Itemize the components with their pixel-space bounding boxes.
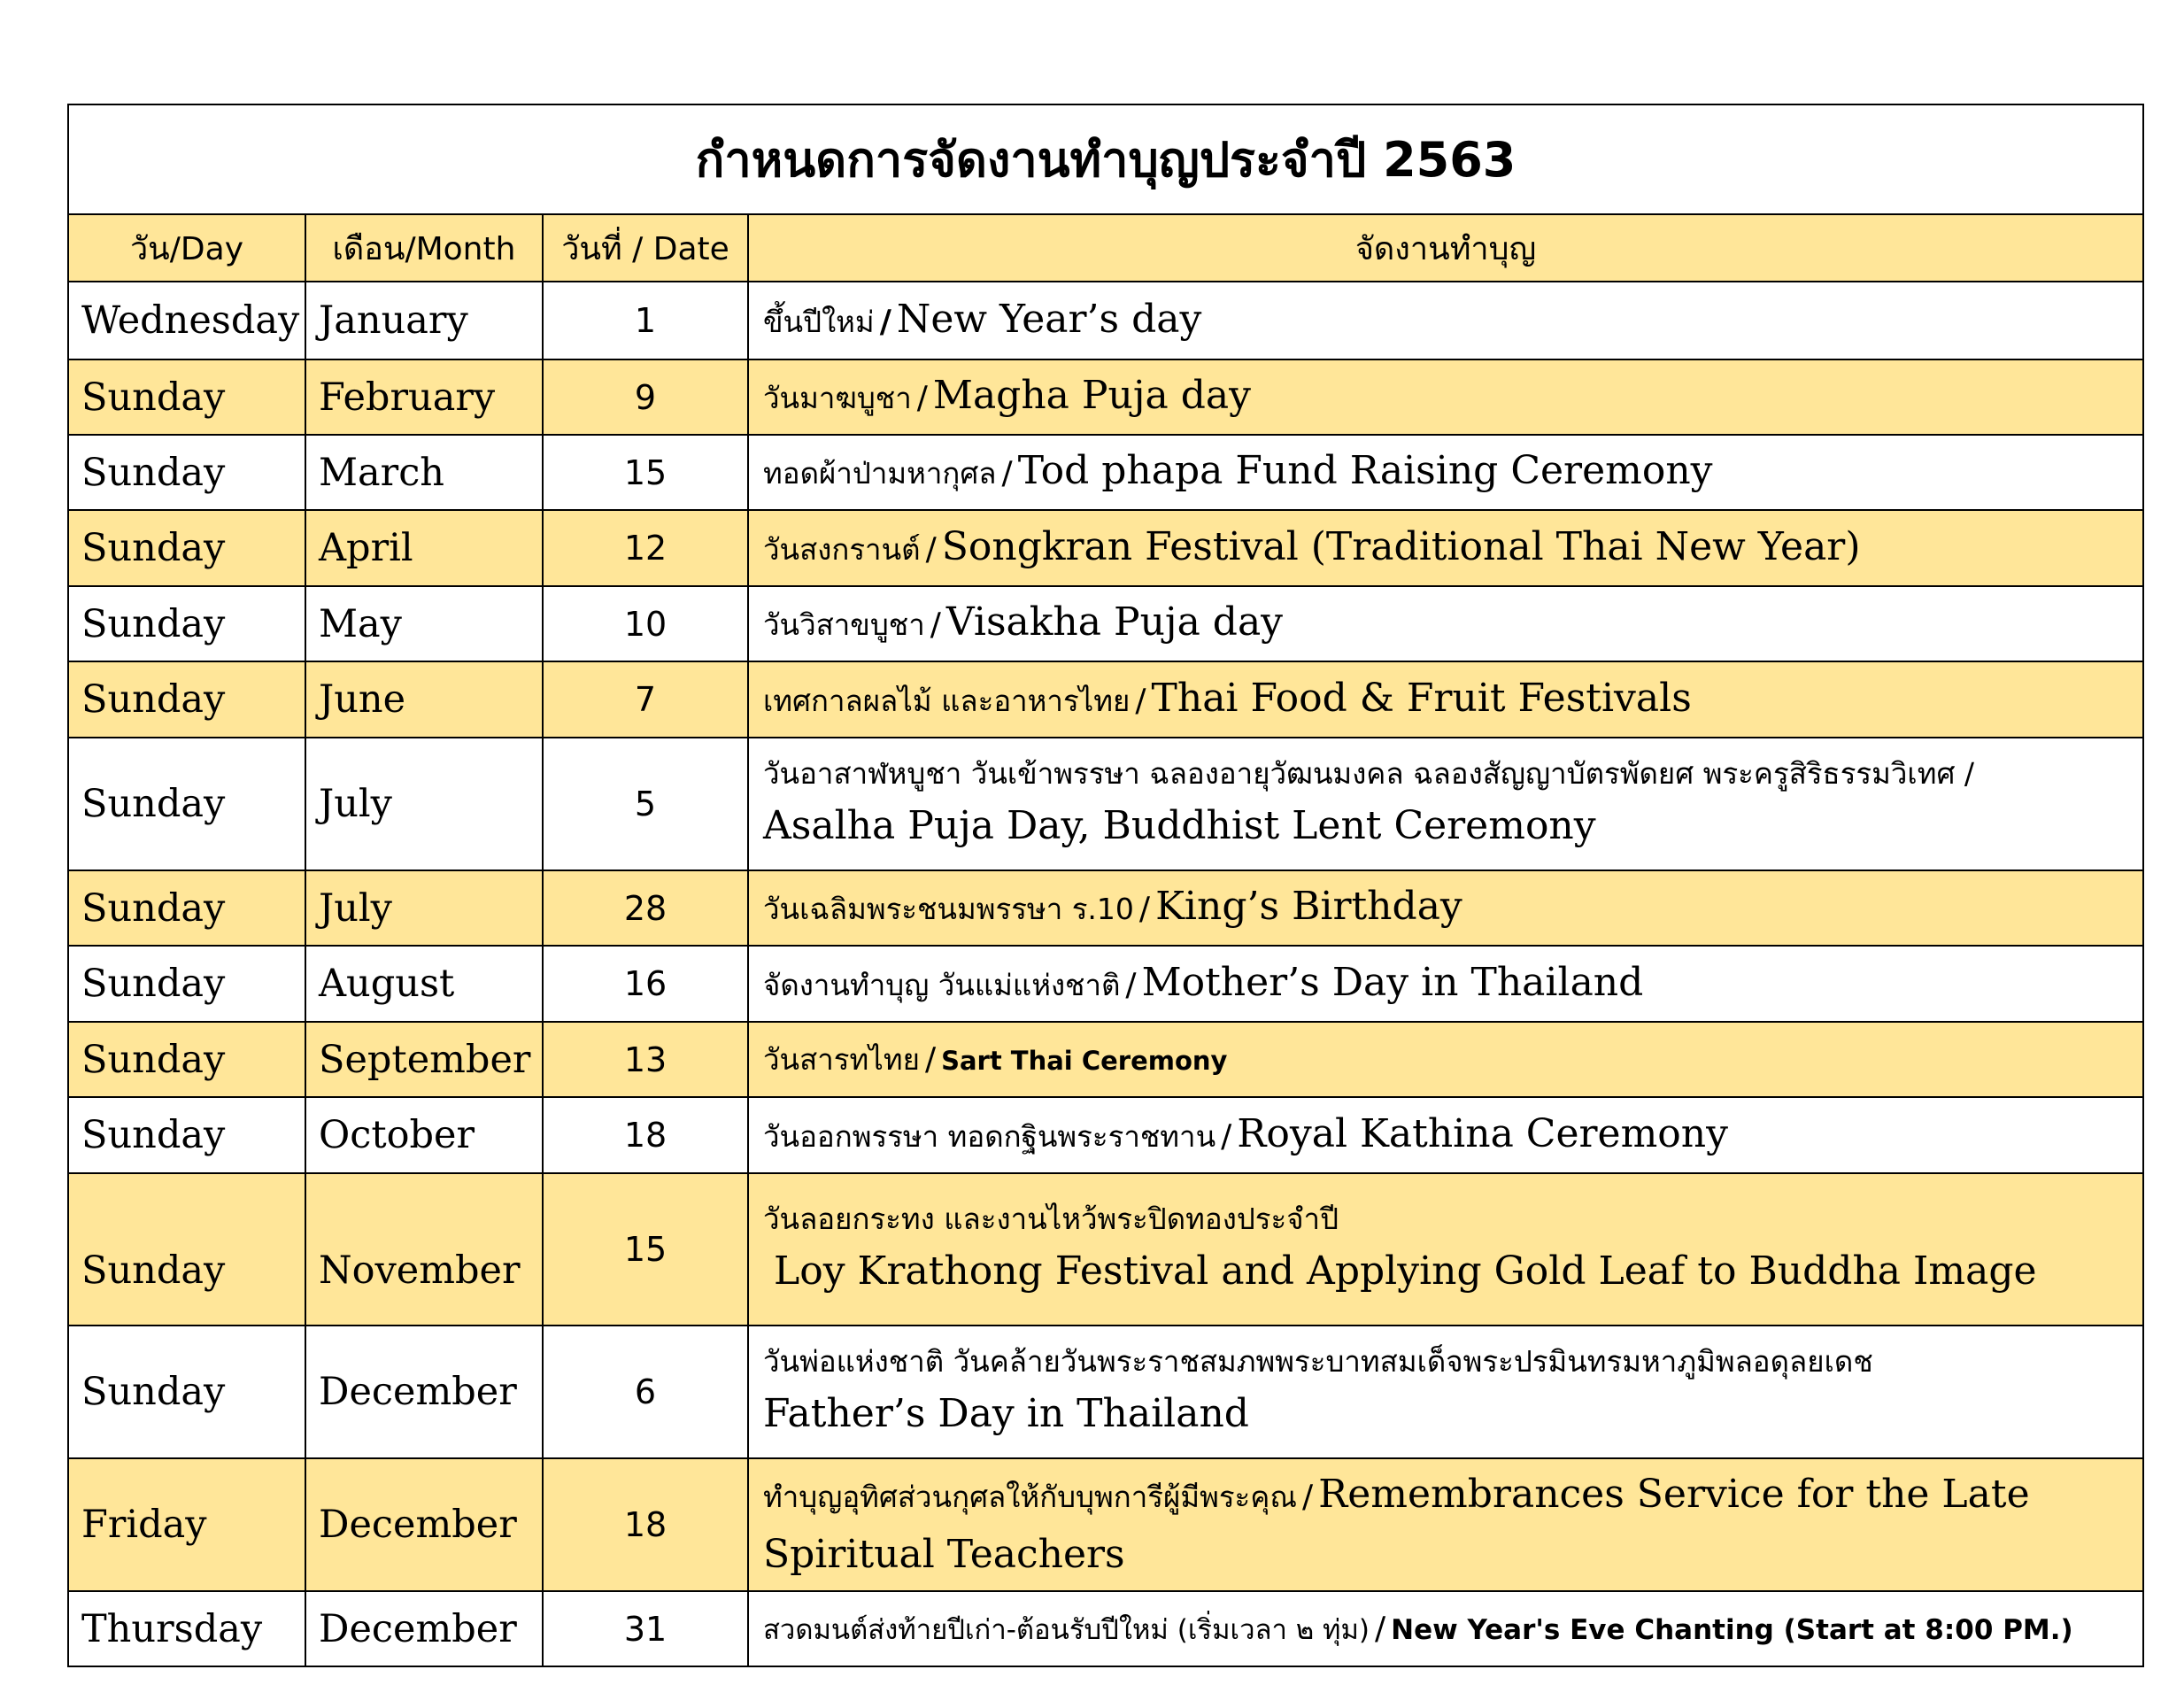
table-row [68,282,2143,359]
event-separator: / [916,380,928,416]
event-cell [748,661,2143,738]
table-row [68,1591,2143,1666]
date-cell: 28 [543,870,748,946]
event-separator: / [1138,891,1151,927]
event-cell [748,1022,2143,1097]
event-separator: / [1375,1610,1386,1647]
event-thai: วันพ่อแห่งชาติ วันคล้ายวันพระราชสมภพพระบาทสมเด็จพระปรมินทรมหาภูมิพลอดุลยเดช [763,1344,1873,1380]
day-cell: Sunday [68,1326,305,1458]
event-english: Asalha Puja Day, Buddhist Lent Ceremony [763,803,1596,849]
event-cell [748,738,2143,870]
day-cell: Sunday [68,1097,305,1173]
event-thai: ขึ้นปีใหม่ [763,304,875,339]
table-row [68,1458,2143,1591]
event-english: Tod phapa Fund Raising Ceremony [1017,448,1713,493]
event-english: Thai Food & Fruit Festivals [1151,675,1692,721]
event-separator: / [930,607,941,643]
table-row [68,661,2143,738]
event-thai: วันเฉลิมพระชนมพรรษา ร.10 [763,892,1134,926]
event-thai: วันออกพรรษา ทอดกฐินพระราชทาน [763,1118,1216,1154]
event-english: Loy Krathong Festival and Applying Gold Leaf to Buddha Image [774,1248,2037,1295]
date-cell: 15 [543,1173,748,1326]
event-separator: / [1301,1478,1314,1515]
event-cell [748,359,2143,435]
month-cell: December [305,1326,543,1458]
day-cell: Sunday [68,738,305,870]
event-separator: / [924,1041,937,1078]
day-cell: Sunday [68,435,305,510]
day-cell: Sunday [68,1173,305,1326]
month-cell: April [305,510,543,586]
event-cell [748,946,2143,1022]
day-cell: Sunday [68,510,305,586]
header-row [68,214,2143,282]
month-cell: November [305,1173,543,1326]
month-cell: August [305,946,543,1022]
event-thai: ทอดผ้าป่ามหากุศล [763,456,997,491]
event-thai: วันสงกรานต์ [763,531,921,567]
event-cell [748,1326,2143,1458]
date-cell: 5 [543,738,748,870]
schedule-table [67,104,2144,1667]
day-cell: Sunday [68,359,305,435]
date-cell: 9 [543,359,748,435]
event-cell [748,870,2143,946]
day-cell: Sunday [68,661,305,738]
event-cell [748,1097,2143,1173]
event-thai: ทำบุญอุทิศส่วนกุศลให้กับบุพการีผู้มีพระคุณ [763,1479,1297,1514]
date-cell: 16 [543,946,748,1022]
date-cell: 1 [543,282,748,359]
event-separator: / [879,303,891,340]
table-row [68,870,2143,946]
table-row [68,435,2143,510]
event-cell [748,586,2143,661]
event-thai: สวดมนต์ส่งท้ายปีเก่า-ต้อนรับปีใหม่ (เริ่มเวลา ๒ ทุ่ม) [763,1613,1370,1646]
date-cell: 18 [543,1097,748,1173]
event-cell [748,1458,2143,1591]
day-cell: Sunday [68,1022,305,1097]
event-thai: วันอาสาฬหบูชา วันเข้าพรรษา ฉลองอายุวัฒนมงคล ฉลองสัญญาบัตรพัดยศ พระครูสิริธรรมวิเทศ / [763,756,1975,792]
event-english-continued: Spiritual Teachers [763,1532,1125,1577]
event-english: Sart Thai Ceremony [941,1046,1228,1076]
month-cell: October [305,1097,543,1173]
event-separator: / [1001,455,1013,491]
event-english: Magha Puja day [932,373,1251,418]
table-row [68,1173,2143,1326]
event-separator: / [1221,1117,1232,1155]
month-cell: December [305,1591,543,1666]
event-cell [748,1173,2143,1326]
table-row [68,1022,2143,1097]
day-cell: Sunday [68,870,305,946]
event-english: New Year’s day [896,296,1202,342]
header-date: วันที่ / Date [543,214,748,282]
event-english: Mother’s Day in Thailand [1141,959,1644,1005]
event-english: Visakha Puja day [945,599,1284,645]
event-english: Royal Kathina Ceremony [1237,1110,1728,1156]
date-cell: 7 [543,661,748,738]
event-english: Remembrances Service for the Late [1318,1471,2030,1517]
event-thai: จัดงานทำบุญ วันแม่แห่งชาติ [763,967,1121,1002]
table-row [68,510,2143,586]
table-title: กำหนดการจัดงานทำบุญประจำปี 2563 [68,104,2143,214]
event-thai: วันลอยกระทง และงานไหว้พระปิดทองประจำปี [763,1202,1339,1237]
day-cell: Sunday [68,946,305,1022]
event-thai: เทศกาลผลไม้ และอาหารไทย [763,683,1131,718]
header-day: วัน/Day [68,214,305,282]
event-english: Songkran Festival (Traditional Thai New Year) [941,523,1861,569]
month-cell: May [305,586,543,661]
month-cell: July [305,870,543,946]
day-cell: Friday [68,1458,305,1591]
month-cell: February [305,359,543,435]
date-cell: 10 [543,586,748,661]
table-row [68,1097,2143,1173]
day-cell: Thursday [68,1591,305,1666]
event-cell [748,510,2143,586]
date-cell: 6 [543,1326,748,1458]
header-event: จัดงานทำบุญ [748,214,2143,282]
day-cell: Wednesday [68,282,305,359]
date-cell: 18 [543,1458,748,1591]
table-row [68,586,2143,661]
table-row [68,1326,2143,1458]
event-cell [748,1591,2143,1666]
event-thai: วันสารทไทย [763,1042,920,1077]
event-cell [748,282,2143,359]
event-english: New Year's Eve Chanting (Start at 8:00 PM.) [1391,1613,2073,1646]
event-line-1 [763,1465,2135,1525]
header-month: เดือน/Month [305,214,543,282]
date-cell: 12 [543,510,748,586]
day-cell: Sunday [68,586,305,661]
event-thai: วันวิสาขบูชา [763,607,925,642]
month-cell: June [305,661,543,738]
event-cell [748,435,2143,510]
table-row [68,946,2143,1022]
event-separator: / [1125,966,1137,1003]
event-separator: / [925,530,937,568]
event-english: Father’s Day in Thailand [763,1391,1249,1437]
month-cell: March [305,435,543,510]
month-cell: September [305,1022,543,1097]
month-cell: January [305,282,543,359]
month-cell: July [305,738,543,870]
month-cell: December [305,1458,543,1591]
date-cell: 15 [543,435,748,510]
event-english: King’s Birthday [1155,884,1462,929]
date-cell: 13 [543,1022,748,1097]
date-cell: 31 [543,1591,748,1666]
table-row [68,359,2143,435]
event-separator: / [1135,682,1146,719]
event-thai: วันมาฆบูชา [763,381,912,415]
table-row [68,738,2143,870]
